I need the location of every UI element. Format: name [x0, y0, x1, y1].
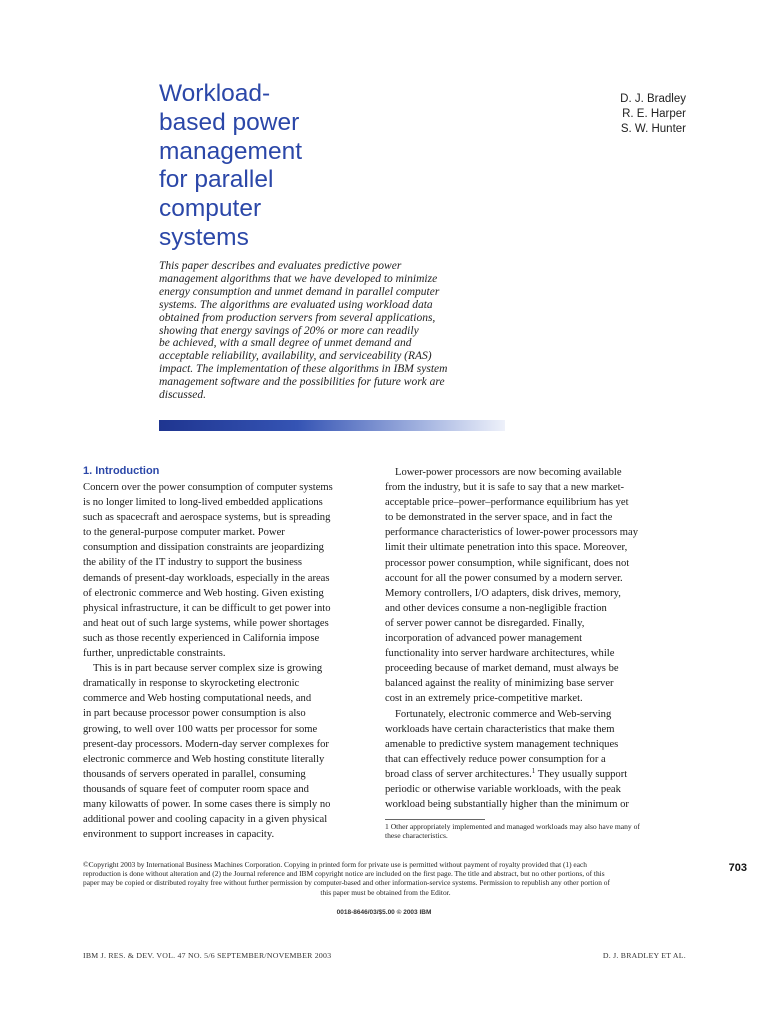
body-line: incorporation of advanced power management [385, 633, 583, 645]
body-line: is no longer limited to long-lived embedded applications [83, 497, 323, 509]
title-line: based power [159, 108, 300, 136]
body-line: electronic commerce and Web hosting constitute literally [83, 753, 325, 765]
footnote-line: these characteristics. [385, 831, 448, 841]
author-name: S. W. Hunter [620, 123, 686, 135]
body-line: Concern over the power consumption of computer systems [83, 482, 333, 493]
body-line: account for all the power consumed by a modern server. [385, 572, 623, 584]
body-line: demands of present-day workloads, especially in the areas [83, 572, 330, 584]
body-line: Lower-power processors are now becoming available [395, 467, 622, 478]
body-line: additional power and cooling capacity in a given physical [83, 814, 328, 826]
body-line: acceptable price–power–performance equilibrium has yet [385, 497, 629, 509]
abstract-line: be achieved, with a small degree of unmet demand and [159, 337, 412, 350]
author-footer: D. J. BRADLEY ET AL. [602, 951, 686, 960]
body-line: proceeding because of market demand, must always be [385, 663, 619, 675]
body-line: commerce and Web hosting computational needs, and [83, 693, 312, 705]
body-line: to the general-purpose computer market. Power [83, 527, 285, 539]
body-line: physical infrastructure, it can be difficult to get power into [83, 602, 331, 614]
journal-footer: IBM J. RES. & DEV. VOL. 47 NO. 5/6 SEPTEMBER/NOVEMBER 2003 [83, 951, 332, 960]
body-line: such as spacecraft and aerospace systems, but is spreading [83, 512, 331, 524]
body-line: dramatically in response to skyrocketing electronic [83, 678, 300, 690]
section-heading: 1. Introduction [83, 465, 160, 477]
author-name: D. J. Bradley [620, 93, 686, 105]
abstract-divider-bar [159, 420, 505, 431]
body-text: They usually support [535, 768, 628, 780]
abstract-line: management algorithms that we have developed to minimize [159, 272, 438, 285]
abstract-line: discussed. [159, 389, 206, 402]
abstract-line: acceptable reliability, availability, and serviceability (RAS) [159, 350, 432, 363]
body-column-left [83, 480, 383, 842]
body-line: that can effectively reduce power consumption for a [385, 753, 606, 765]
abstract-line: This paper describes and evaluates predictive power [159, 260, 402, 272]
paper-title [159, 80, 459, 253]
body-line: thousands of servers operated in parallel, consuming [83, 768, 306, 780]
body-column-right [385, 465, 685, 812]
copyright-line: this paper must be obtained from the Editor. [320, 887, 451, 897]
copyright-line: reproduction is done without alteration and (2) the Journal reference and IBM copyright notice are included on the first page. The title and abstract, but no other portions, of this [83, 869, 605, 879]
body-line: processor power consumption, while significant, does not [385, 557, 630, 569]
body-line: balanced against the reality of minimizing base server [385, 678, 614, 690]
body-line: further, unpredictable constraints. [83, 648, 226, 660]
body-line: Memory controllers, I/O adapters, disk drives, memory, [385, 587, 621, 599]
abstract-line: energy consumption and unmet demand in parallel computer [159, 285, 440, 298]
author-list [620, 92, 686, 137]
abstract [159, 260, 509, 402]
abstract-line: systems. The algorithms are evaluated using workload data [159, 298, 433, 311]
body-line: to be demonstrated in the server space, and in fact the [385, 512, 613, 524]
footnote-line: 1 Other appropriately implemented and managed workloads may also have many of [385, 822, 640, 831]
copyright-line: paper may be copied or distributed royalty free without further permission by computer-based and other information-service systems. Permission to republish any other portion of [83, 878, 610, 888]
body-line: environment to support increases in capacity. [83, 829, 275, 841]
body-line: functionality into server hardware architectures, while [385, 648, 615, 660]
body-line: of server power cannot be disregarded. Finally, [385, 617, 585, 629]
body-line: the ability of the IT industry to support the business [83, 557, 303, 569]
title-line: for parallel [159, 166, 274, 194]
footnote-marker: 1 [531, 766, 536, 775]
issn-line: 0018-8646/03/$5.00 © 2003 IBM [336, 909, 432, 916]
body-line: growing, to well over 100 watts per processor for some [83, 723, 318, 735]
body-line: Fortunately, electronic commerce and Web-serving [395, 708, 612, 720]
body-line: from the industry, but it is safe to say that a new market- [385, 482, 625, 494]
body-line: such as those recently experienced in California impose [83, 632, 320, 644]
body-line: workloads have certain characteristics that make them [385, 723, 615, 735]
title-line: computer [159, 195, 262, 223]
copyright-line: ©Copyright 2003 by International Business Machines Corporation. Copying in printed form for private use is permitted without payment of royalty provided that (1) each [83, 860, 587, 869]
abstract-line: management software and the possibilities for future work are [159, 376, 445, 389]
footnote [385, 822, 695, 841]
copyright-notice [83, 860, 688, 897]
abstract-line: showing that energy savings of 20% or more can readily [159, 324, 419, 337]
body-line: workload being substantially higher than the minimum or [385, 799, 629, 811]
body-line: thousands of square feet of computer room space and [83, 783, 309, 795]
body-line-with-footnote [385, 767, 685, 782]
author-name: R. E. Harper [622, 108, 686, 120]
body-line: periodic or otherwise variable workloads, with the peak [385, 783, 621, 795]
body-line: limit their ultimate penetration into this space. Moreover, [385, 542, 628, 554]
body-line: amenable to predictive system management techniques [385, 738, 619, 750]
title-line: systems [159, 223, 249, 251]
body-line: cost in an extremely price-competitive market. [385, 693, 583, 705]
body-line: and other devices consume a non-negligible fraction [385, 602, 607, 614]
abstract-line: impact. The implementation of these algorithms in IBM system [159, 363, 448, 376]
body-line: in part because processor power consumption is also [83, 708, 306, 720]
body-line: present-day processors. Modern-day server complexes for [83, 738, 329, 750]
abstract-line: obtained from production servers from several applications, [159, 311, 436, 324]
title-line: management [159, 137, 303, 165]
body-line: consumption and dissipation constraints are jeopardizing [83, 542, 324, 554]
title-line: Workload- [159, 80, 271, 107]
footnote-divider [385, 819, 485, 820]
body-text: broad class of server architectures. [385, 768, 532, 780]
body-line: This is in part because server complex size is growing [93, 663, 323, 675]
body-line: of electronic commerce and Web hosting. Given existing [83, 587, 324, 599]
body-line: many kilowatts of power. In some cases there is simply no [83, 798, 331, 810]
body-line: performance characteristics of lower-power processors may [385, 527, 639, 539]
body-line: and heat out of such large systems, while power shortages [83, 617, 329, 629]
page-number: 703 [728, 862, 747, 874]
